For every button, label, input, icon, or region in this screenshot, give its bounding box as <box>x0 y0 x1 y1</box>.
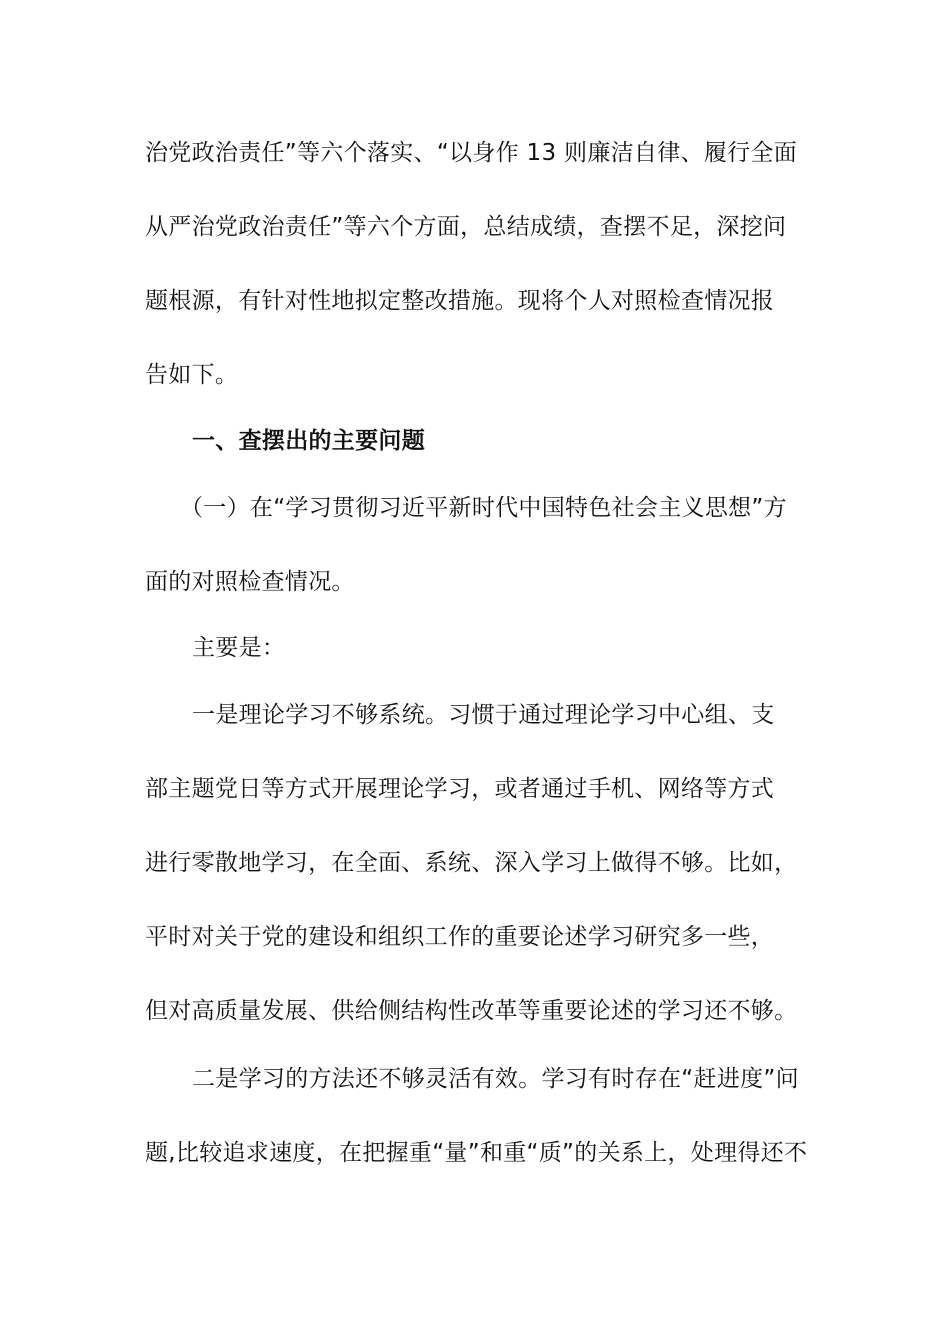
text-line: 面的对照检查情况。 <box>145 569 355 595</box>
subsection-heading: （一）在“学习贯彻习近平新时代中国特色社会主义思想”方 <box>180 495 787 521</box>
text-line: 题,比较追求速度，在把握重“量”和重“质”的关系上，处理得还不 <box>145 1140 808 1166</box>
section-heading: 一、查摆出的主要问题 <box>192 428 425 454</box>
text-line: 进行零散地学习，在全面、系统、深入学习上做得不够。比如， <box>145 850 798 876</box>
text-line: 从严治党政治责任”等六个方面，总结成绩，查摆不足，深挖问 <box>145 214 787 240</box>
text-line: 主要是： <box>192 635 286 661</box>
text-line: 告如下。 <box>145 362 239 388</box>
text-line: 部主题党日等方式开展理论学习，或者通过手机、网络等方式 <box>145 776 775 802</box>
text-line: 但对高质量发展、供给侧结构性改革等重要论述的学习还不够。 <box>145 998 798 1024</box>
text-line: 平时对关于党的建设和组织工作的重要论述学习研究多一些， <box>145 924 775 950</box>
text-line: 治党政治责任”等六个落实、“以身作 13 则廉洁自律、履行全面 <box>145 140 798 166</box>
text-line: 题根源，有针对性地拟定整改措施。现将个人对照检查情况报 <box>145 288 775 314</box>
text-line: 二是学习的方法还不够灵活有效。学习有时存在“赶进度”问 <box>192 1066 799 1092</box>
text-line: 一是理论学习不够系统。习惯于通过理论学习中心组、支 <box>192 702 775 728</box>
